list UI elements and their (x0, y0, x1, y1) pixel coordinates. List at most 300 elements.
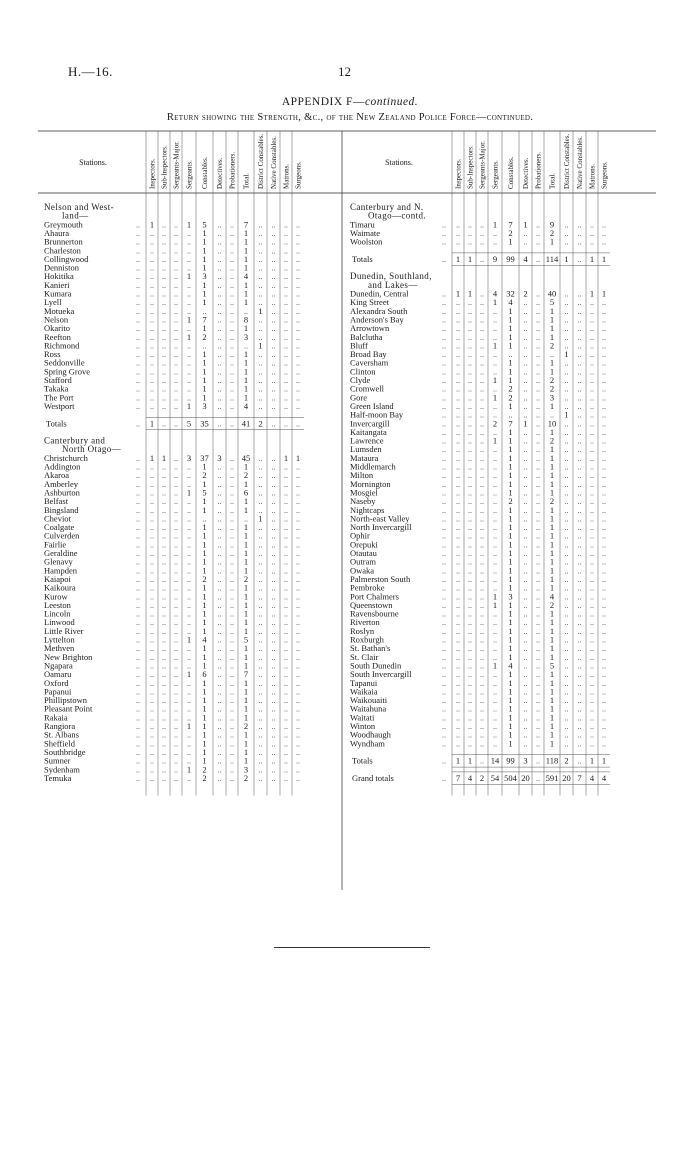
right-value-cell: .. (456, 531, 460, 541)
left-value-cell: .. (271, 704, 276, 714)
right-value-cell: .. (564, 635, 569, 645)
right-value-cell: .. (564, 332, 569, 342)
right-value-cell: .. (577, 531, 582, 541)
right-total-cell: 99 (506, 253, 515, 264)
left-value-cell: .. (174, 661, 178, 671)
right-value-cell: .. (493, 332, 497, 342)
right-value-cell: 1 (508, 625, 513, 636)
left-value-cell: .. (217, 289, 222, 299)
left-value-cell: .. (202, 306, 207, 316)
left-totals-label: Totals (46, 418, 67, 429)
right-leader-dots: .. (442, 618, 446, 628)
right-value-cell: .. (602, 687, 606, 697)
left-value-cell: .. (284, 324, 288, 334)
right-value-cell: 1 (601, 288, 607, 299)
right-value-cell: .. (590, 228, 594, 238)
right-value-cell: .. (468, 583, 472, 593)
right-leader-dots: .. (442, 479, 446, 489)
right-total-cell: 54 (490, 772, 500, 783)
left-value-cell: .. (174, 280, 178, 290)
right-value-cell: 1 (508, 695, 513, 706)
right-value-cell: 1 (564, 409, 569, 420)
left-value-cell: .. (296, 324, 300, 334)
left-value-cell: .. (162, 384, 166, 394)
left-value-cell: 1 (186, 271, 192, 282)
left-value-cell: .. (187, 652, 191, 662)
right-value-cell: .. (564, 341, 569, 351)
left-leader-dots: .. (136, 618, 140, 628)
left-value-cell: 1 (202, 617, 207, 628)
right-value-cell: .. (602, 497, 606, 507)
right-value-cell: .. (577, 332, 582, 342)
left-value-cell: .. (217, 583, 222, 593)
right-value-cell: .. (564, 739, 569, 749)
left-value-cell: .. (230, 574, 234, 584)
right-value-cell: .. (468, 419, 472, 429)
left-value-cell: 1 (202, 703, 207, 714)
left-value-cell: .. (150, 358, 154, 368)
right-value-cell: .. (523, 497, 528, 507)
left-value-cell: .. (230, 471, 234, 481)
right-total-cell: .. (480, 254, 484, 264)
right-value-cell: .. (480, 445, 484, 455)
right-value-cell: 5 (549, 297, 555, 308)
right-value-cell: .. (602, 592, 606, 602)
right-value-cell: .. (468, 739, 472, 749)
left-value-cell: 1 (243, 651, 249, 662)
left-value-cell: 1 (202, 660, 207, 671)
right-value-cell: .. (480, 376, 484, 385)
right-totals-label: Grand totals (352, 772, 394, 783)
right-value-cell: .. (536, 410, 540, 420)
left-value-cell: .. (217, 549, 222, 558)
right-value-cell: .. (493, 696, 497, 706)
left-value-cell: .. (217, 367, 222, 377)
right-value-cell: .. (468, 722, 472, 731)
right-value-cell: .. (577, 661, 582, 671)
right-value-cell: 1 (549, 634, 555, 645)
right-value-cell: .. (523, 341, 528, 351)
right-value-cell: .. (480, 523, 484, 533)
left-value-cell: 1 (243, 755, 249, 766)
right-station-name: Ravensbourne (350, 608, 399, 619)
left-value-cell: .. (162, 341, 166, 351)
right-value-cell: .. (590, 436, 594, 446)
right-value-cell: 1 (508, 651, 513, 662)
left-value-cell: .. (150, 626, 154, 636)
left-station-name: Lyell (44, 297, 62, 308)
right-total-cell: 14 (490, 755, 500, 766)
left-station-name: Rangiora (44, 721, 76, 731)
left-value-cell: 1 (202, 625, 207, 636)
left-value-cell: .. (296, 696, 300, 706)
left-value-cell: .. (258, 566, 263, 576)
left-value-cell: .. (296, 670, 300, 680)
right-value-cell: .. (493, 497, 497, 507)
right-station-name: Waimate (350, 227, 380, 238)
right-value-cell: .. (564, 549, 569, 558)
left-value-cell: .. (271, 332, 276, 342)
left-value-cell: .. (296, 549, 300, 558)
left-value-cell: .. (230, 609, 234, 619)
left-value-cell: .. (187, 773, 191, 783)
right-value-cell: .. (468, 549, 472, 558)
left-value-cell: .. (258, 384, 263, 394)
left-value-cell: .. (217, 246, 222, 256)
left-value-cell: .. (284, 635, 288, 645)
left-value-cell: .. (271, 514, 276, 524)
left-value-cell: 2 (243, 470, 249, 481)
left-value-cell: .. (150, 523, 154, 533)
left-value-cell: .. (230, 765, 234, 775)
left-total-cell: .. (296, 419, 300, 429)
left-column-header: Inspectors. (148, 158, 157, 189)
right-leader-dots: .. (442, 652, 446, 662)
right-value-cell: .. (536, 376, 540, 385)
right-leader-dots: .. (442, 531, 446, 541)
left-value-cell: .. (217, 254, 222, 264)
left-value-cell: .. (217, 228, 222, 238)
right-value-cell: .. (564, 427, 569, 437)
right-value-cell: .. (536, 436, 540, 446)
left-station-name: Hokitika (44, 271, 74, 282)
left-value-cell: .. (296, 583, 300, 593)
right-value-cell: .. (564, 445, 569, 455)
right-value-cell: .. (523, 531, 528, 541)
left-value-cell: .. (230, 272, 234, 282)
left-value-cell: .. (258, 687, 263, 697)
right-station-name: Alexandra South (350, 305, 408, 316)
right-value-cell: .. (564, 574, 569, 584)
right-value-cell: .. (602, 670, 606, 680)
left-value-cell: .. (162, 747, 166, 757)
left-value-cell: 1 (202, 729, 207, 740)
left-value-cell: .. (296, 332, 300, 342)
left-leader-dots: .. (136, 609, 140, 619)
right-leader-dots: .. (442, 514, 446, 524)
left-value-cell: .. (296, 618, 300, 628)
right-value-cell: .. (493, 566, 497, 576)
left-station-name: Greymouth (44, 219, 83, 230)
right-value-cell: .. (536, 531, 540, 541)
left-value-cell: 1 (202, 686, 207, 697)
left-value-cell: .. (284, 592, 288, 602)
right-value-cell: .. (480, 479, 484, 489)
right-value-cell: 2 (549, 227, 555, 238)
left-value-cell: .. (174, 652, 178, 662)
right-value-cell: 1 (549, 582, 555, 593)
left-value-cell: .. (284, 332, 288, 342)
left-value-cell: .. (284, 272, 288, 282)
right-value-cell: 1 (508, 314, 513, 325)
right-value-cell: 1 (549, 331, 555, 342)
right-value-cell: .. (468, 661, 472, 671)
right-value-cell: .. (493, 427, 497, 437)
right-station-name: Owaka (350, 565, 375, 576)
right-leader-dots: .. (442, 730, 446, 740)
left-value-cell: .. (162, 756, 166, 766)
left-district-heading: North Otago— (62, 444, 122, 455)
left-value-cell: .. (230, 488, 234, 498)
right-station-name: King Street (350, 297, 389, 308)
left-value-cell: .. (187, 298, 191, 308)
right-value-cell: .. (456, 609, 460, 619)
right-value-cell: .. (564, 592, 569, 602)
left-station-name: Pleasant Point (44, 703, 93, 714)
left-value-cell: .. (162, 730, 166, 740)
left-value-cell: .. (187, 600, 191, 610)
right-value-cell: .. (577, 393, 582, 403)
left-station-name: Lincoln (44, 608, 71, 619)
left-value-cell: 1 (243, 236, 249, 247)
left-station-name: The Port (44, 392, 74, 403)
right-value-cell: .. (493, 540, 497, 550)
left-value-cell: .. (187, 756, 191, 766)
left-value-cell: .. (271, 523, 276, 533)
left-value-cell: .. (271, 626, 276, 636)
left-value-cell: 1 (243, 703, 249, 714)
right-value-cell: .. (468, 341, 472, 351)
left-value-cell: .. (271, 367, 276, 377)
left-value-cell: 1 (243, 288, 249, 299)
left-value-cell: .. (150, 488, 154, 498)
left-value-cell: 1 (186, 634, 192, 645)
left-value-cell: .. (296, 678, 300, 688)
right-value-cell: .. (577, 704, 582, 714)
right-value-cell: .. (602, 644, 606, 654)
right-value-cell: .. (523, 479, 528, 489)
right-value-cell: .. (480, 531, 484, 541)
right-value-cell: .. (577, 419, 582, 429)
right-value-cell: 2 (508, 496, 513, 507)
right-value-cell: .. (523, 436, 528, 446)
right-value-cell: .. (468, 393, 472, 403)
left-value-cell: .. (217, 263, 222, 273)
right-value-cell: 1 (508, 504, 513, 515)
left-value-cell: .. (217, 332, 222, 342)
right-station-name: North-east Valley (350, 513, 410, 524)
right-value-cell: .. (523, 713, 528, 723)
right-value-cell: .. (602, 618, 606, 628)
right-value-cell: .. (480, 652, 484, 662)
right-station-name: South Invercargill (350, 669, 412, 680)
right-value-cell: .. (456, 557, 460, 567)
left-value-cell: .. (284, 756, 288, 766)
right-station-name: Wyndham (350, 738, 385, 749)
left-value-cell: .. (271, 237, 276, 247)
left-value-cell: .. (258, 350, 263, 360)
right-value-cell: .. (523, 661, 528, 671)
left-value-cell: .. (162, 670, 166, 680)
right-value-cell: 1 (508, 513, 513, 524)
left-value-cell: .. (230, 523, 234, 533)
right-value-cell: .. (602, 298, 606, 308)
right-leader-dots: .. (442, 228, 446, 238)
right-value-cell: .. (480, 289, 484, 299)
left-value-cell: .. (162, 600, 166, 610)
left-value-cell: .. (150, 704, 154, 714)
right-value-cell: .. (523, 332, 528, 342)
right-value-cell: .. (480, 306, 484, 316)
left-value-cell: .. (162, 696, 166, 706)
left-value-cell: .. (258, 298, 263, 308)
left-value-cell: .. (217, 600, 222, 610)
right-value-cell: 1 (492, 591, 498, 602)
left-value-cell: .. (187, 228, 191, 238)
left-value-cell: 1 (243, 357, 249, 368)
right-value-cell: .. (564, 453, 569, 463)
right-value-cell: .. (602, 367, 606, 377)
left-leader-dots: .. (136, 393, 140, 403)
left-value-cell: .. (296, 557, 300, 567)
left-value-cell: .. (187, 644, 191, 654)
left-value-cell: .. (187, 479, 191, 489)
right-value-cell: .. (468, 523, 472, 533)
right-value-cell: .. (456, 488, 460, 498)
right-value-cell: .. (523, 600, 528, 610)
left-value-cell: 1 (186, 721, 192, 731)
left-column-header: Probationers. (228, 151, 237, 189)
right-value-cell: .. (564, 704, 569, 714)
right-total-cell: 1 (589, 755, 595, 766)
left-value-cell: .. (271, 592, 276, 602)
right-value-cell: .. (456, 592, 460, 602)
right-value-cell: 1 (508, 357, 513, 368)
right-value-cell: .. (456, 661, 460, 671)
left-value-cell: .. (187, 384, 191, 394)
right-value-cell: 9 (549, 219, 555, 230)
right-value-cell: .. (536, 600, 540, 610)
left-value-cell: .. (174, 531, 178, 541)
right-station-name: Bluff (350, 340, 368, 351)
left-station-name: Motueka (44, 305, 75, 316)
right-leader-dots: .. (442, 471, 446, 481)
left-value-cell: .. (271, 306, 276, 316)
left-station-name: Oxford (44, 677, 69, 688)
right-value-cell: .. (577, 635, 582, 645)
left-value-cell: .. (284, 350, 288, 360)
right-value-cell: .. (536, 367, 540, 377)
right-value-cell: .. (468, 350, 472, 360)
left-value-cell: .. (230, 306, 234, 316)
right-value-cell: .. (536, 618, 540, 628)
right-value-cell: .. (602, 574, 606, 584)
left-value-cell: .. (258, 453, 263, 463)
right-value-cell: .. (590, 393, 594, 403)
right-value-cell: .. (590, 315, 594, 325)
right-value-cell: 7 (508, 418, 513, 429)
left-value-cell: .. (271, 350, 276, 360)
left-value-cell: .. (258, 609, 263, 619)
right-total-cell: 20 (521, 772, 530, 783)
right-value-cell: 2 (549, 496, 555, 507)
left-value-cell: .. (296, 609, 300, 619)
left-value-cell: .. (187, 289, 191, 299)
left-value-cell: 3 (243, 764, 249, 775)
left-value-cell: 1 (202, 721, 207, 731)
left-station-name: Hampden (44, 565, 78, 576)
left-value-cell: .. (174, 350, 178, 360)
left-column-header: Sergeants. (185, 160, 194, 189)
left-value-cell: .. (174, 497, 178, 507)
left-value-cell: .. (230, 626, 234, 636)
right-value-cell: .. (456, 479, 460, 489)
right-value-cell: 1 (492, 435, 498, 446)
right-value-cell: .. (493, 626, 497, 636)
left-station-name: Takaka (44, 383, 69, 394)
left-value-cell: .. (150, 505, 154, 515)
right-leader-dots: .. (442, 488, 446, 498)
left-station-name: Glenavy (44, 556, 73, 567)
left-value-cell: .. (271, 557, 276, 567)
left-value-cell: .. (150, 289, 154, 299)
left-value-cell: .. (217, 315, 222, 325)
right-leader-dots: .. (442, 436, 446, 446)
left-value-cell: .. (150, 280, 154, 290)
left-value-cell: 1 (243, 253, 249, 264)
left-value-cell: .. (150, 315, 154, 325)
left-value-cell: .. (284, 678, 288, 688)
left-value-cell: .. (174, 609, 178, 619)
right-value-cell: .. (577, 678, 582, 688)
left-value-cell: .. (217, 220, 222, 230)
right-value-cell: .. (602, 410, 606, 420)
right-leader-dots: .. (442, 574, 446, 584)
right-value-cell: .. (456, 315, 460, 325)
left-value-cell: .. (174, 237, 178, 247)
right-value-cell: .. (590, 479, 594, 489)
right-value-cell: .. (523, 583, 528, 593)
left-value-cell: .. (150, 332, 154, 342)
left-value-cell: 1 (149, 452, 155, 463)
left-station-name: Sydenham (44, 764, 80, 775)
right-value-cell: 1 (508, 478, 513, 489)
right-leader-dots: .. (442, 384, 446, 394)
left-value-cell: 1 (243, 677, 249, 688)
right-value-cell: .. (468, 358, 472, 368)
left-value-cell: .. (258, 376, 263, 385)
right-value-cell: .. (577, 358, 582, 368)
right-value-cell: .. (564, 722, 569, 731)
right-value-cell: .. (523, 739, 528, 749)
right-value-cell: .. (480, 644, 484, 654)
left-value-cell: .. (271, 696, 276, 706)
right-value-cell: .. (480, 514, 484, 524)
right-value-cell: 1 (549, 452, 555, 463)
right-value-cell: .. (480, 730, 484, 740)
left-value-cell: .. (230, 220, 234, 230)
right-value-cell: 4 (549, 591, 555, 602)
left-value-cell: .. (244, 341, 248, 351)
right-value-cell: 1 (508, 331, 513, 342)
right-value-cell: 1 (508, 452, 513, 463)
left-value-cell: .. (296, 600, 300, 610)
left-value-cell: .. (187, 306, 191, 316)
left-value-cell: .. (271, 341, 276, 351)
right-value-cell: .. (564, 237, 569, 247)
left-value-cell: .. (258, 280, 263, 290)
left-value-cell: 1 (283, 452, 289, 463)
left-value-cell: .. (217, 350, 222, 360)
left-value-cell: 1 (243, 746, 249, 757)
left-value-cell: .. (162, 540, 166, 550)
right-value-cell: 1 (549, 366, 555, 377)
right-value-cell: .. (493, 557, 497, 567)
right-value-cell: .. (590, 497, 594, 507)
left-value-cell: .. (271, 566, 276, 576)
right-value-cell: .. (523, 644, 528, 654)
right-value-cell: .. (536, 670, 540, 680)
